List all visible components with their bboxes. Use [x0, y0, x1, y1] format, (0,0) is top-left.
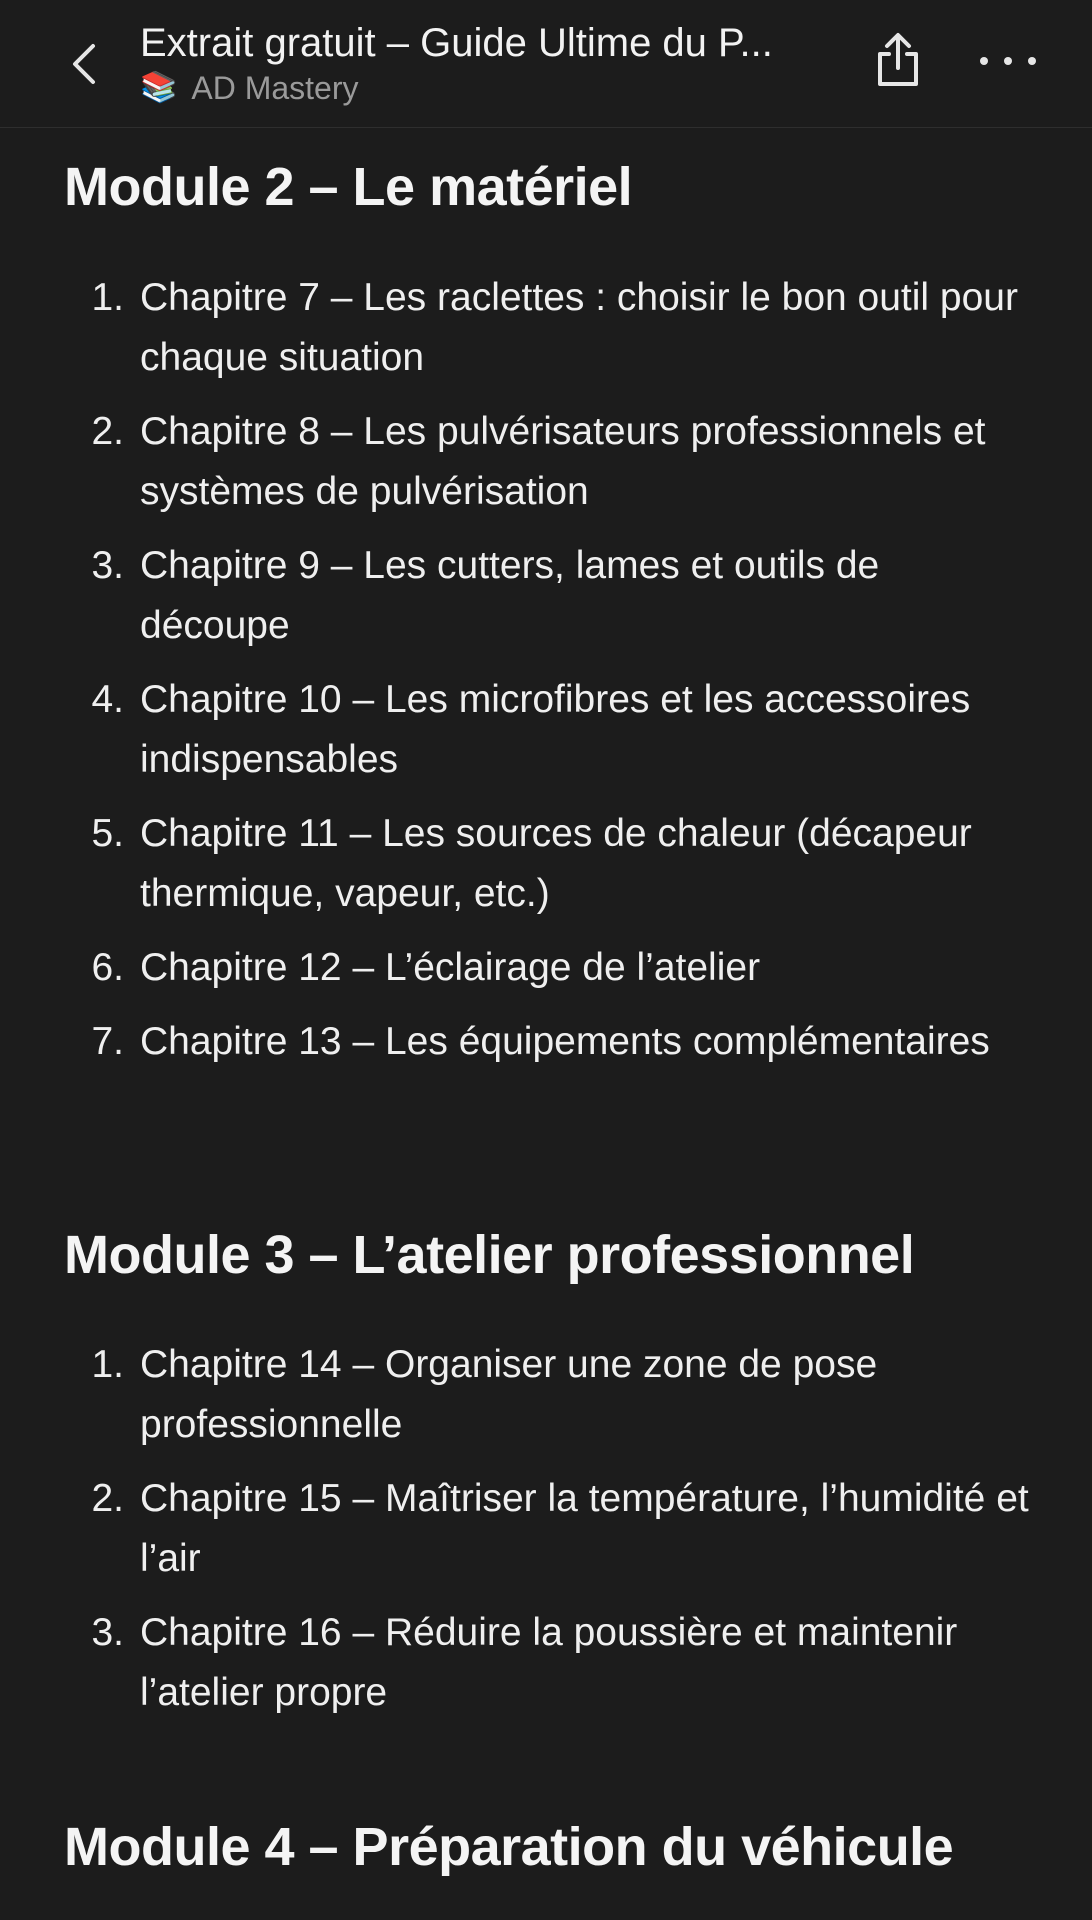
module-4-heading: Module 4 – Préparation du véhicule: [64, 1817, 954, 1877]
list-number: 1.: [91, 276, 124, 319]
list-text: Chapitre 12 – L’éclairage de l’atelier: [140, 946, 761, 989]
list-text: Chapitre 16 – Réduire la poussière et maintenir l’atelier propre: [140, 1611, 958, 1714]
list-text: Chapitre 14 – Organiser une zone de pose professionnelle: [140, 1343, 878, 1446]
page-title: Extrait gratuit – Guide Ultime du P...: [140, 21, 773, 65]
workspace-name: AD Mastery: [191, 70, 359, 106]
list-number: 2.: [91, 1477, 124, 1520]
list-item: [64, 268, 1034, 388]
books-icon: 📚: [140, 71, 178, 104]
share-button[interactable]: [872, 30, 924, 90]
list-item: [64, 1012, 1034, 1072]
module-3-chapter-list: [64, 1335, 1034, 1737]
ellipsis-dot: [1004, 57, 1012, 65]
list-text: Chapitre 7 – Les raclettes : choisir le bon outil pour chaque situation: [140, 276, 1018, 379]
list-text: Chapitre 8 – Les pulvérisateurs professionnels et systèmes de pulvérisation: [140, 410, 986, 513]
ellipsis-icon: [980, 57, 988, 65]
list-number: 3.: [91, 544, 124, 587]
top-bar: [0, 0, 1092, 128]
share-icon: [872, 30, 924, 90]
list-item: [64, 1603, 1034, 1723]
list-item: [64, 536, 1034, 656]
list-text: Chapitre 9 – Les cutters, lames et outils de découpe: [140, 544, 880, 647]
list-number: 4.: [91, 678, 124, 721]
list-text: Chapitre 11 – Les sources de chaleur (décapeur thermique, vapeur, etc.): [140, 812, 972, 915]
more-options-button[interactable]: [980, 46, 1036, 76]
list-number: 3.: [91, 1611, 124, 1654]
list-item: [64, 1335, 1034, 1455]
list-item: [64, 402, 1034, 522]
module-3-heading: Module 3 – L’atelier professionnel: [64, 1225, 915, 1285]
list-item: [64, 670, 1034, 790]
module-2-heading: Module 2 – Le matériel: [64, 157, 633, 217]
list-text: Chapitre 15 – Maîtriser la température, l’humidité et l’air: [140, 1477, 1029, 1580]
chevron-left-icon: [71, 42, 97, 86]
list-number: 1.: [91, 1343, 124, 1386]
list-number: 6.: [91, 946, 124, 989]
title-block: [140, 18, 840, 106]
list-item: [64, 1469, 1034, 1589]
list-number: 7.: [91, 1020, 124, 1063]
ellipsis-dot: [1028, 57, 1036, 65]
list-text: Chapitre 13 – Les équipements complémentaires: [140, 1020, 990, 1063]
list-item: [64, 938, 1034, 998]
list-text: Chapitre 10 – Les microfibres et les accessoires indispensables: [140, 678, 971, 781]
module-2-chapter-list: [64, 268, 1034, 1086]
back-button[interactable]: [64, 38, 104, 90]
list-item: [64, 804, 1034, 924]
breadcrumb[interactable]: [140, 70, 840, 106]
list-number: 5.: [91, 812, 124, 855]
list-number: 2.: [91, 410, 124, 453]
